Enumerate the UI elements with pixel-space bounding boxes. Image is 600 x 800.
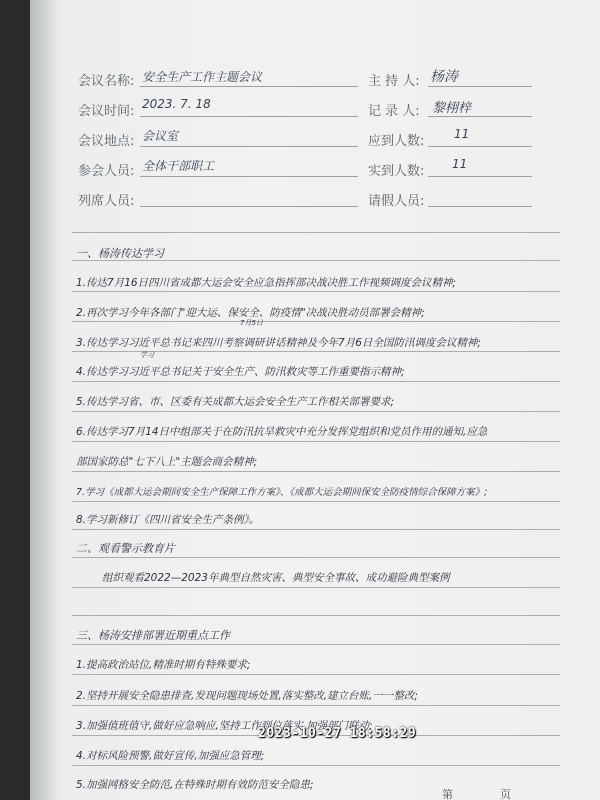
host-value: 杨涛 (430, 69, 458, 85)
ruled-line (72, 674, 560, 675)
ruled-line (72, 411, 560, 412)
ruled-line (72, 441, 560, 442)
notebook-spine (30, 0, 58, 800)
note-line-3: 3.传达学习习近平总书记来四川考察调研讲话精神及今年7月6日全国防汛调度会议精神; (76, 337, 481, 349)
note-line-4-annotation: 学习 (140, 351, 154, 359)
ruled-line (72, 529, 560, 530)
ruled-line (72, 381, 560, 382)
observers-underline (140, 206, 358, 207)
ruled-line (72, 644, 560, 645)
meeting-place-value: 会议室 (142, 129, 179, 143)
section3-heading: 三、杨涛安排部署近期重点工作 (76, 629, 230, 642)
observers-label: 列席人员: (78, 194, 135, 209)
note-line-12: 3.加强值班值守,做好应急响应,坚持工作到位落实,加强部门联动; (76, 720, 373, 732)
ruled-line (72, 615, 560, 616)
notebook-page (30, 0, 600, 800)
note-line-9: 组织观看2022—2023年典型自然灾害、典型安全事故、成功避险典型案例 (102, 572, 450, 584)
note-line-13: 4.对标风险预警,做好宣传,加强应急管理; (76, 750, 265, 762)
note-line-7: 7.学习《成都大运会期间安全生产保障工作方案》、《成都大运会期间保安全防疫情综合保障方案》; (76, 487, 488, 498)
note-line-4: 4.传达学习习近平总书记关于安全生产、防汛救灾等工作重要指示精神; (76, 366, 405, 378)
meeting-name-label: 会议名称: (78, 74, 135, 89)
note-line-1: 1.传达7月16日四川省成都大运会安全应急指挥部决战决胜工作视频调度会议精神; (76, 277, 457, 289)
note-line-5: 5.传达学习省、市、区委有关成都大运会安全生产工作相关部署要求; (76, 396, 395, 408)
meeting-time-underline (140, 116, 358, 117)
note-line-6b: 部国家防总"七下八上"主题会商会精神; (76, 456, 258, 468)
ruled-line (72, 291, 560, 292)
note-line-2: 2.再次学习今年各部门"迎大运、保安全、防疫情"决战决胜动员部署会精神; (76, 307, 425, 319)
meeting-time-value: 2023. 7. 18 (142, 97, 211, 111)
meeting-place-underline (140, 146, 358, 147)
ruled-line (72, 557, 560, 558)
note-line-6a: 6.传达学习7月14日中组部关于在防汛抗旱救灾中充分发挥党组织和党员作用的通知,应急 (76, 426, 488, 438)
expected-count-value: 11 (454, 127, 470, 141)
ruled-line (72, 501, 560, 502)
attendees-label: 参会人员: (78, 164, 135, 179)
note-line-3-annotation: 7月5日 (240, 319, 263, 327)
section2-heading: 二、观看警示教育片 (76, 542, 175, 555)
attendees-value: 全体干部职工 (142, 159, 215, 173)
page-number-suffix: 页 (500, 788, 511, 800)
ruled-line (72, 587, 560, 588)
recorder-underline (428, 116, 532, 117)
ruled-line (72, 232, 560, 233)
leave-label: 请假人员: (368, 194, 425, 209)
photo-timestamp: 2023-10-27 18:58:29 (258, 726, 417, 741)
actual-count-label: 实到人数: (368, 164, 425, 179)
page-number-prefix: 第 (442, 788, 453, 800)
recorder-value: 黎栩梓 (432, 101, 472, 116)
meeting-time-label: 会议时间: (78, 104, 135, 119)
meeting-name-value: 安全生产工作主题会议 (142, 70, 263, 84)
note-line-11: 2.坚持开展安全隐患排查,发现问题现场处置,落实整改,建立台账,一一整改; (76, 690, 418, 702)
note-line-10: 1.提高政治站位,精准时期有特殊要求; (76, 659, 251, 671)
attendees-underline (140, 176, 358, 177)
ruled-line (72, 765, 560, 766)
expected-count-underline (428, 146, 532, 147)
ruled-line (72, 471, 560, 472)
meeting-place-label: 会议地点: (78, 134, 135, 149)
host-label: 主 持 人: (368, 74, 420, 89)
recorder-label: 记 录 人: (368, 104, 420, 119)
host-underline (428, 86, 532, 87)
note-line-14: 5.加强网格安全防范,在特殊时期有效防范安全隐患; (76, 779, 314, 791)
actual-count-underline (428, 176, 532, 177)
leave-underline (428, 206, 532, 207)
section1-heading: 一、杨涛传达学习 (76, 247, 164, 260)
meeting-name-underline (140, 86, 358, 87)
expected-count-label: 应到人数: (368, 134, 425, 149)
ruled-line (72, 321, 560, 322)
ruled-line (72, 705, 560, 706)
actual-count-value: 11 (452, 157, 468, 171)
note-line-8: 8.学习新修订《四川省安全生产条例》。 (76, 514, 260, 526)
